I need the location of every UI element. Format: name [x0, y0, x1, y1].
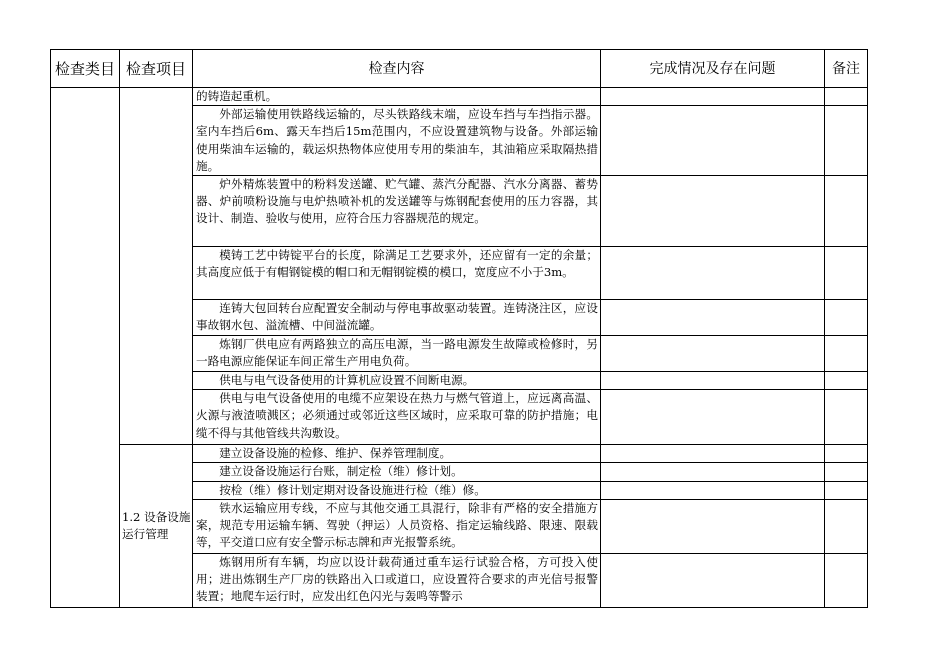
remark-cell[interactable] — [825, 445, 868, 463]
content-cell: 模铸工艺中铸锭平台的长度，除满足工艺要求外，还应留有一定的余量；其高度应低于有帽钢锭模的帽口和无帽钢锭模的模口，宽度应不小于3m。 — [193, 247, 601, 300]
status-cell[interactable] — [601, 247, 825, 300]
status-cell[interactable] — [601, 176, 825, 247]
content-cell: 炉外精炼装置中的粉料发送罐、贮气罐、蒸汽分配器、汽水分离器、蓄势器、炉前喷粉设施与电炉热喷补机的发送罐等与炼钢配套使用的压力容器，其设计、制造、验收与使用，应符合压力容器规范的规定。 — [193, 176, 601, 247]
header-row — [51, 50, 868, 88]
remark-cell[interactable] — [825, 88, 868, 106]
category-cell — [51, 88, 120, 608]
content-cell: 按检（维）修计划定期对设备设施进行检（维）修。 — [193, 481, 601, 499]
content-cell: 建立设备设施的检修、维护、保养管理制度。 — [193, 445, 601, 463]
remark-cell[interactable] — [825, 336, 868, 372]
status-cell[interactable] — [601, 463, 825, 481]
remark-cell[interactable] — [825, 372, 868, 390]
remark-cell[interactable] — [825, 499, 868, 553]
header-category: 检查类目 — [51, 50, 120, 88]
remark-cell[interactable] — [825, 106, 868, 176]
item-cell-continued — [120, 88, 193, 445]
header-remark: 备注 — [825, 50, 868, 88]
content-cell: 连铸大包回转台应配置安全制动与停电事故驱动装置。连铸浇注区，应设事故钢水包、溢流槽、中间溢流罐。 — [193, 300, 601, 336]
content-cell: 外部运输使用铁路线运输的，尽头铁路线末端，应设车挡与车挡指示器。室内车挡后6m、露天车挡后15m范围内，不应设置建筑物与设备。外部运输使用柴油车运输的，载运炽热物体应使用专用的柴油车，其油箱应采取隔热措施。 — [193, 106, 601, 176]
remark-cell[interactable] — [825, 300, 868, 336]
remark-cell[interactable] — [825, 553, 868, 607]
status-cell[interactable] — [601, 499, 825, 553]
header-status: 完成情况及存在问题 — [601, 50, 825, 88]
content-cell: 炼钢用所有车辆，均应以设计载荷通过重车运行试验合格，方可投入使用；进出炼钢生产厂房的铁路出入口或道口，应设置符合要求的声光信号报警装置；地爬车运行时，应发出红色闪光与轰鸣等警示 — [193, 553, 601, 607]
header-content: 检查内容 — [193, 50, 601, 88]
remark-cell[interactable] — [825, 463, 868, 481]
status-cell[interactable] — [601, 88, 825, 106]
content-cell: 供电与电气设备使用的电缆不应架设在热力与燃气管道上，应远离高温、火源与液渣喷溅区；必须通过或邻近这些区域时，应采取可靠的防护措施；电缆不得与其他管线共沟敷设。 — [193, 390, 601, 445]
table-row — [51, 88, 868, 106]
status-cell[interactable] — [601, 372, 825, 390]
content-cell: 供电与电气设备使用的计算机应设置不间断电源。 — [193, 372, 601, 390]
status-cell[interactable] — [601, 106, 825, 176]
remark-cell[interactable] — [825, 390, 868, 445]
content-cell: 炼钢厂供电应有两路独立的高压电源，当一路电源发生故障或检修时，另一路电源应能保证车间正常生产用电负荷。 — [193, 336, 601, 372]
content-cell: 铁水运输应用专线，不应与其他交通工具混行，除非有严格的安全措施方案，规范专用运输车辆、驾驶（押运）人员资格、指定运输线路、限速、限载等，平交道口应有安全警示标志牌和声光报警系统。 — [193, 499, 601, 553]
status-cell[interactable] — [601, 481, 825, 499]
status-cell[interactable] — [601, 390, 825, 445]
status-cell[interactable] — [601, 445, 825, 463]
inspection-table — [50, 49, 868, 608]
item-cell: 1.2 设备设施运行管理 — [120, 445, 193, 608]
status-cell[interactable] — [601, 300, 825, 336]
remark-cell[interactable] — [825, 481, 868, 499]
table-row — [51, 445, 868, 463]
remark-cell[interactable] — [825, 176, 868, 247]
header-item: 检查项目 — [120, 50, 193, 88]
content-cell: 的铸造起重机。 — [193, 88, 601, 106]
status-cell[interactable] — [601, 553, 825, 607]
remark-cell[interactable] — [825, 247, 868, 300]
status-cell[interactable] — [601, 336, 825, 372]
content-cell: 建立设备设施运行台账，制定检（维）修计划。 — [193, 463, 601, 481]
